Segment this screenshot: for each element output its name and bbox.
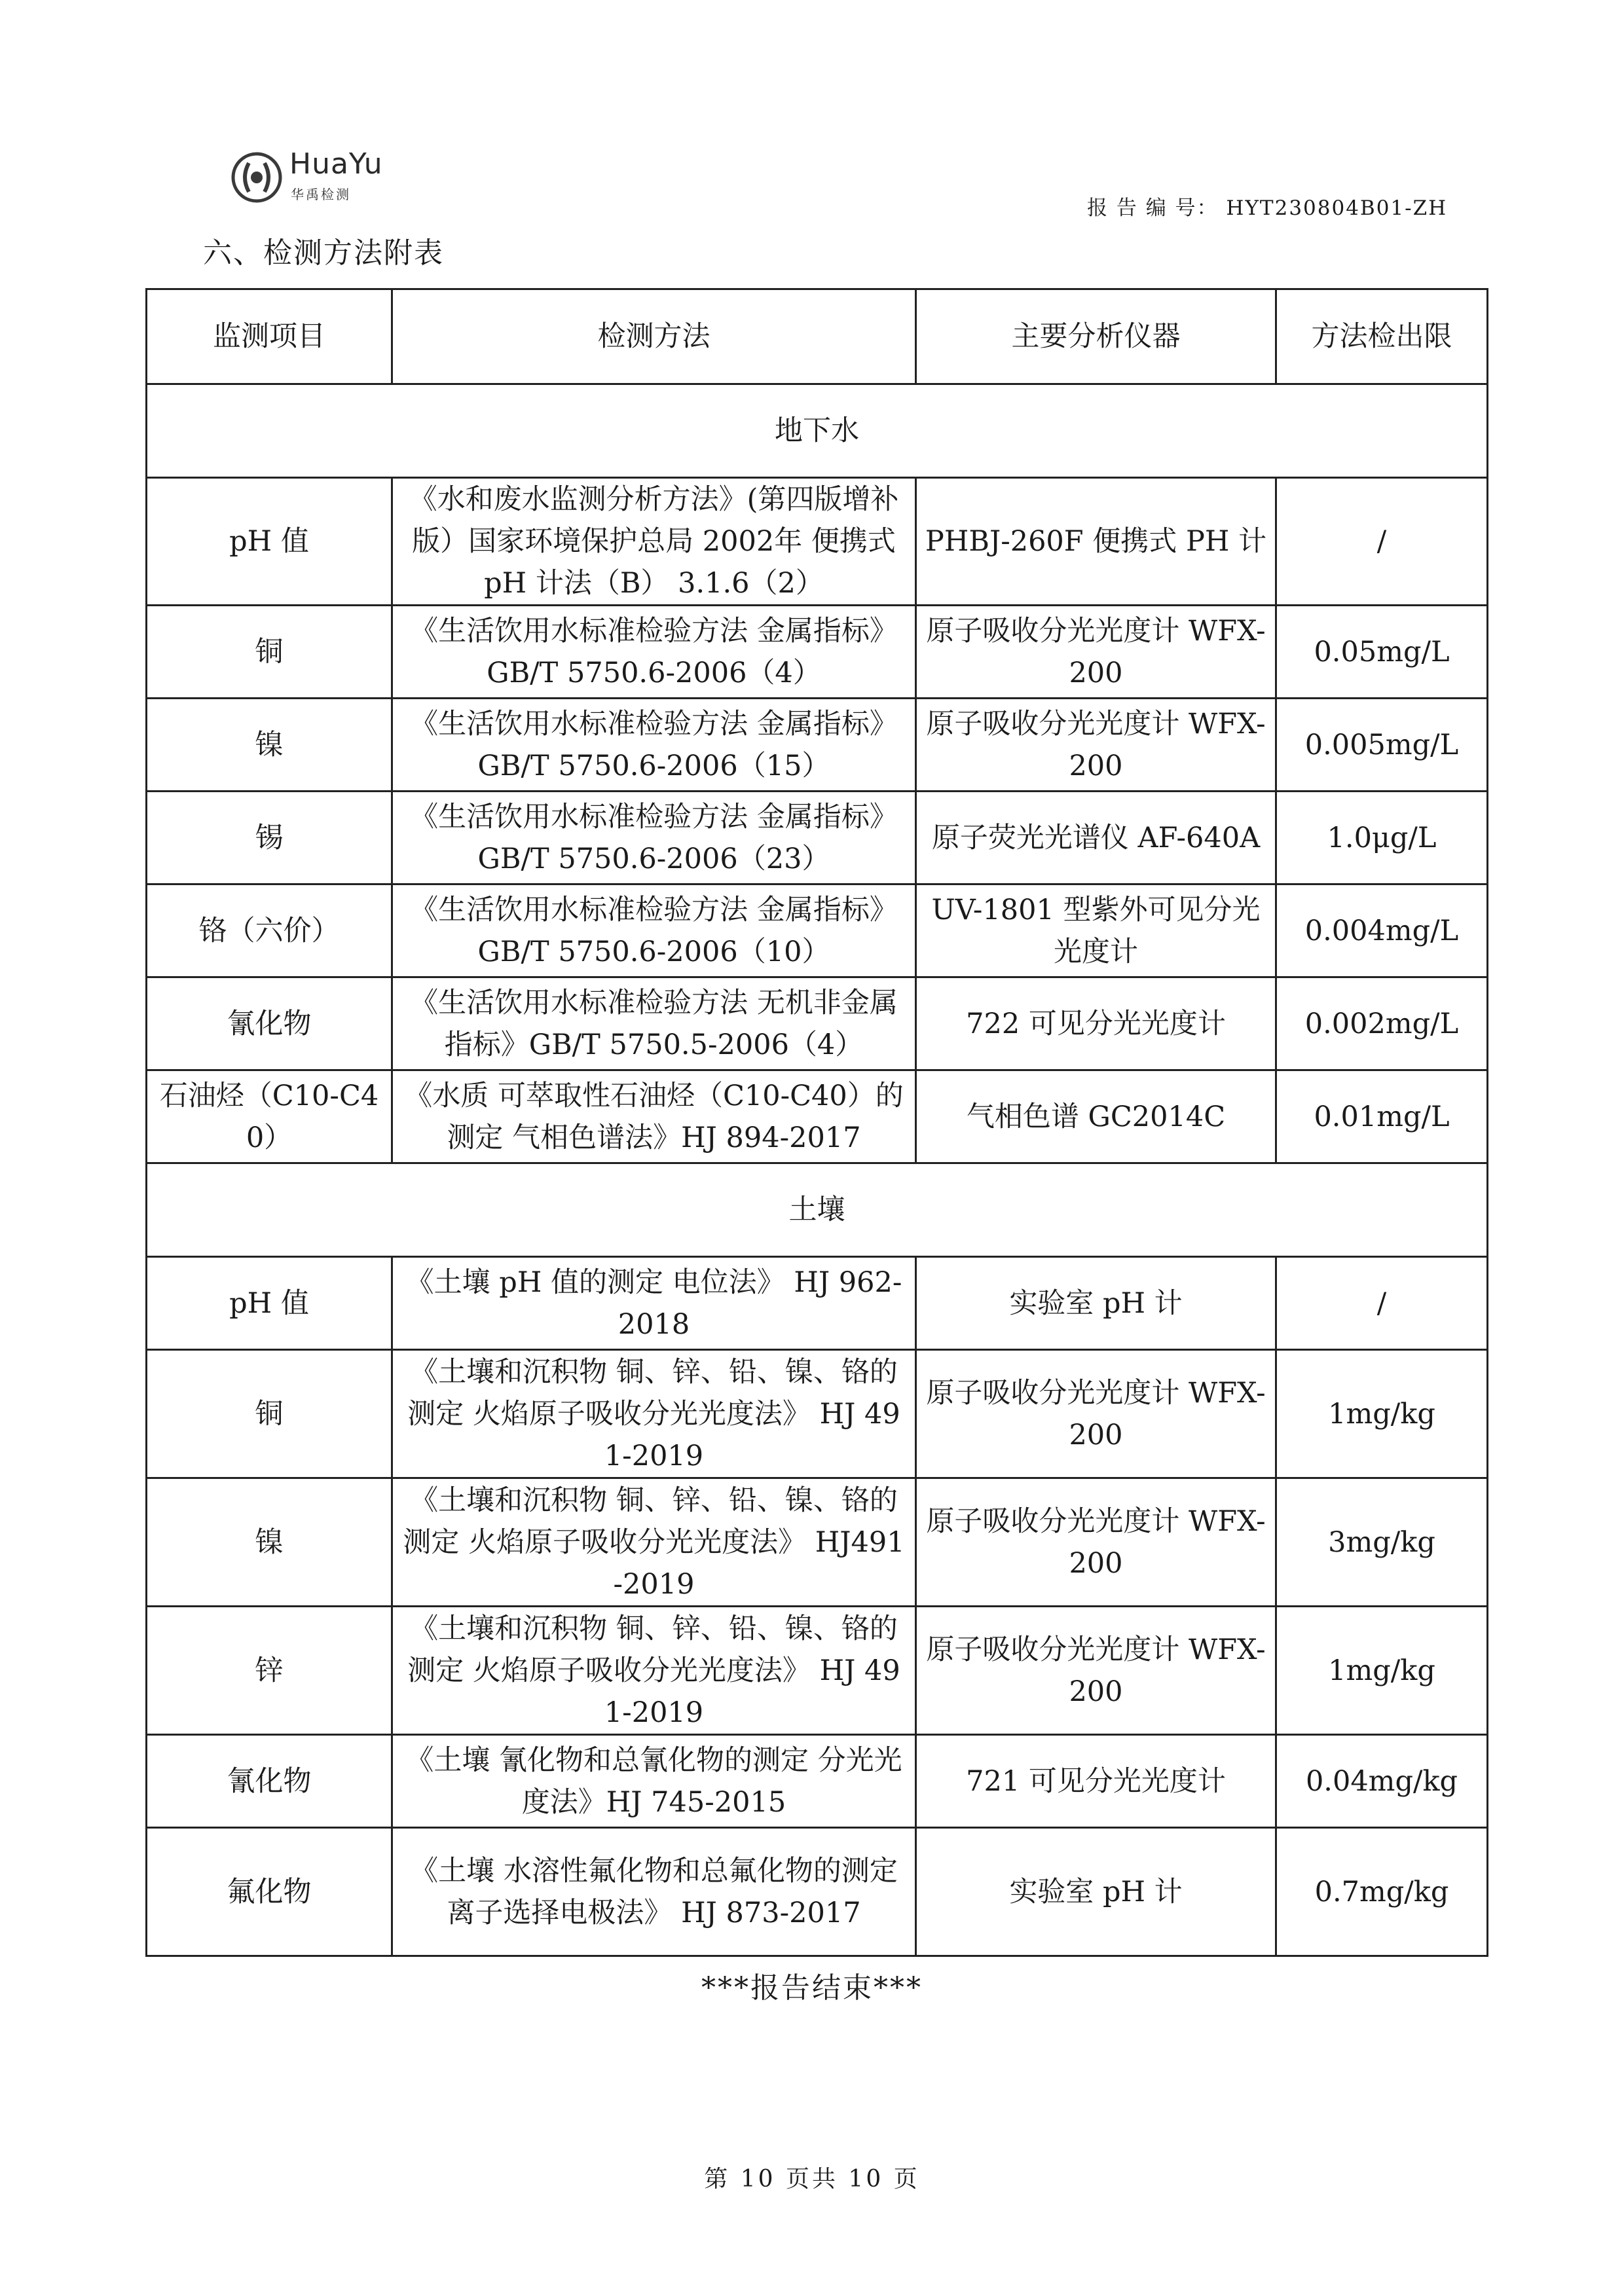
huayu-logo-icon — [229, 150, 284, 205]
header-instrument: 主要分析仪器 — [916, 289, 1276, 384]
logo-subtitle: 华禹检测 — [291, 187, 351, 202]
cell-instrument: 实验室 pH 计 — [916, 1828, 1276, 1956]
cell-item: 氰化物 — [147, 977, 392, 1070]
cell-instrument: PHBJ-260F 便携式 PH 计 — [916, 478, 1276, 606]
company-logo — [229, 147, 399, 206]
table-row — [147, 478, 1488, 606]
table-header-row — [147, 289, 1488, 384]
cell-item: 镍 — [147, 699, 392, 792]
header-method: 检测方法 — [392, 289, 916, 384]
cell-limit: 0.002mg/L — [1276, 977, 1488, 1070]
cell-method: 《生活饮用水标准检验方法 金属指标》 GB/T 5750.6-2006（23） — [392, 792, 916, 884]
cell-item: 铜 — [147, 606, 392, 699]
page-number: 第 10 页共 10 页 — [704, 2166, 920, 2193]
cell-method: 《生活饮用水标准检验方法 金属指标》 GB/T 5750.6-2006（15） — [392, 699, 916, 792]
cell-instrument: 原子荧光光谱仪 AF-640A — [916, 792, 1276, 884]
table-row — [147, 1828, 1488, 1956]
cell-item: pH 值 — [147, 1257, 392, 1350]
cell-item: 氰化物 — [147, 1735, 392, 1828]
report-end-marker: ***报告结束*** — [701, 1971, 923, 2005]
cell-limit: 0.05mg/L — [1276, 606, 1488, 699]
table-row — [147, 884, 1488, 977]
cell-limit: 3mg/kg — [1276, 1478, 1488, 1607]
table-row — [147, 977, 1488, 1070]
cell-item: 铜 — [147, 1350, 392, 1478]
section-label: 地下水 — [147, 384, 1488, 478]
table-row — [147, 1070, 1488, 1163]
cell-method: 《土壤 pH 值的测定 电位法》 HJ 962-2018 — [392, 1257, 916, 1350]
cell-instrument: 气相色谱 GC2014C — [916, 1070, 1276, 1163]
section-row-groundwater — [147, 384, 1488, 478]
cell-method: 《生活饮用水标准检验方法 金属指标》 GB/T 5750.6-2006（4） — [392, 606, 916, 699]
cell-method: 《土壤和沉积物 铜、锌、铅、镍、铬的测定 火焰原子吸收分光光度法》 HJ 491-2019 — [392, 1607, 916, 1735]
cell-item: 锌 — [147, 1607, 392, 1735]
cell-instrument: 原子吸收分光光度计 WFX-200 — [916, 1478, 1276, 1607]
table-row — [147, 1607, 1488, 1735]
cell-item: pH 值 — [147, 478, 392, 606]
report-number: 报 告 编 号： HYT230804B01-ZH — [1087, 196, 1448, 220]
header-item: 监测项目 — [147, 289, 392, 384]
cell-method: 《生活饮用水标准检验方法 金属指标》 GB/T 5750.6-2006（10） — [392, 884, 916, 977]
cell-method: 《土壤和沉积物 铜、锌、铅、镍、铬的测定 火焰原子吸收分光光度法》 HJ 491-2019 — [392, 1350, 916, 1478]
methods-table — [145, 288, 1488, 1957]
cell-method: 《土壤 水溶性氟化物和总氟化物的测定 离子选择电极法》 HJ 873-2017 — [392, 1828, 916, 1956]
cell-instrument: 原子吸收分光光度计 WFX-200 — [916, 1607, 1276, 1735]
cell-item: 镍 — [147, 1478, 392, 1607]
cell-limit: 0.004mg/L — [1276, 884, 1488, 977]
table-row — [147, 792, 1488, 884]
cell-item: 氟化物 — [147, 1828, 392, 1956]
section-row-soil — [147, 1163, 1488, 1257]
cell-limit: / — [1276, 1257, 1488, 1350]
cell-instrument: 实验室 pH 计 — [916, 1257, 1276, 1350]
cell-limit: 0.005mg/L — [1276, 699, 1488, 792]
cell-method: 《水和废水监测分析方法》(第四版增补版）国家环境保护总局 2002年 便携式 pH 计法（B） 3.1.6（2） — [392, 478, 916, 606]
cell-limit: 1mg/kg — [1276, 1607, 1488, 1735]
cell-method: 《生活饮用水标准检验方法 无机非金属指标》GB/T 5750.5-2006（4） — [392, 977, 916, 1070]
cell-limit: / — [1276, 478, 1488, 606]
cell-limit: 0.7mg/kg — [1276, 1828, 1488, 1956]
cell-item: 石油烃（C10-C40） — [147, 1070, 392, 1163]
logo-brand: HuaYu — [289, 147, 383, 181]
cell-instrument: 原子吸收分光光度计 WFX-200 — [916, 699, 1276, 792]
cell-method: 《土壤 氰化物和总氰化物的测定 分光光度法》HJ 745-2015 — [392, 1735, 916, 1828]
cell-instrument: 722 可见分光光度计 — [916, 977, 1276, 1070]
cell-instrument: UV-1801 型紫外可见分光光度计 — [916, 884, 1276, 977]
cell-method: 《水质 可萃取性石油烃（C10-C40）的测定 气相色谱法》HJ 894-2017 — [392, 1070, 916, 1163]
cell-limit: 0.01mg/L — [1276, 1070, 1488, 1163]
table-row — [147, 699, 1488, 792]
cell-item: 锡 — [147, 792, 392, 884]
table-row — [147, 1257, 1488, 1350]
table-body — [147, 384, 1488, 1956]
table-row — [147, 1478, 1488, 1607]
cell-instrument: 721 可见分光光度计 — [916, 1735, 1276, 1828]
cell-instrument: 原子吸收分光光度计 WFX-200 — [916, 606, 1276, 699]
cell-instrument: 原子吸收分光光度计 WFX-200 — [916, 1350, 1276, 1478]
cell-limit: 1mg/kg — [1276, 1350, 1488, 1478]
table-row — [147, 606, 1488, 699]
cell-limit: 0.04mg/kg — [1276, 1735, 1488, 1828]
cell-item: 铬（六价） — [147, 884, 392, 977]
table-row — [147, 1350, 1488, 1478]
header-limit: 方法检出限 — [1276, 289, 1488, 384]
cell-method: 《土壤和沉积物 铜、锌、铅、镍、铬的测定 火焰原子吸收分光光度法》 HJ491-2019 — [392, 1478, 916, 1607]
section-label: 土壤 — [147, 1163, 1488, 1257]
section-title: 六、检测方法附表 — [203, 236, 444, 270]
cell-limit: 1.0μg/L — [1276, 792, 1488, 884]
table-row — [147, 1735, 1488, 1828]
